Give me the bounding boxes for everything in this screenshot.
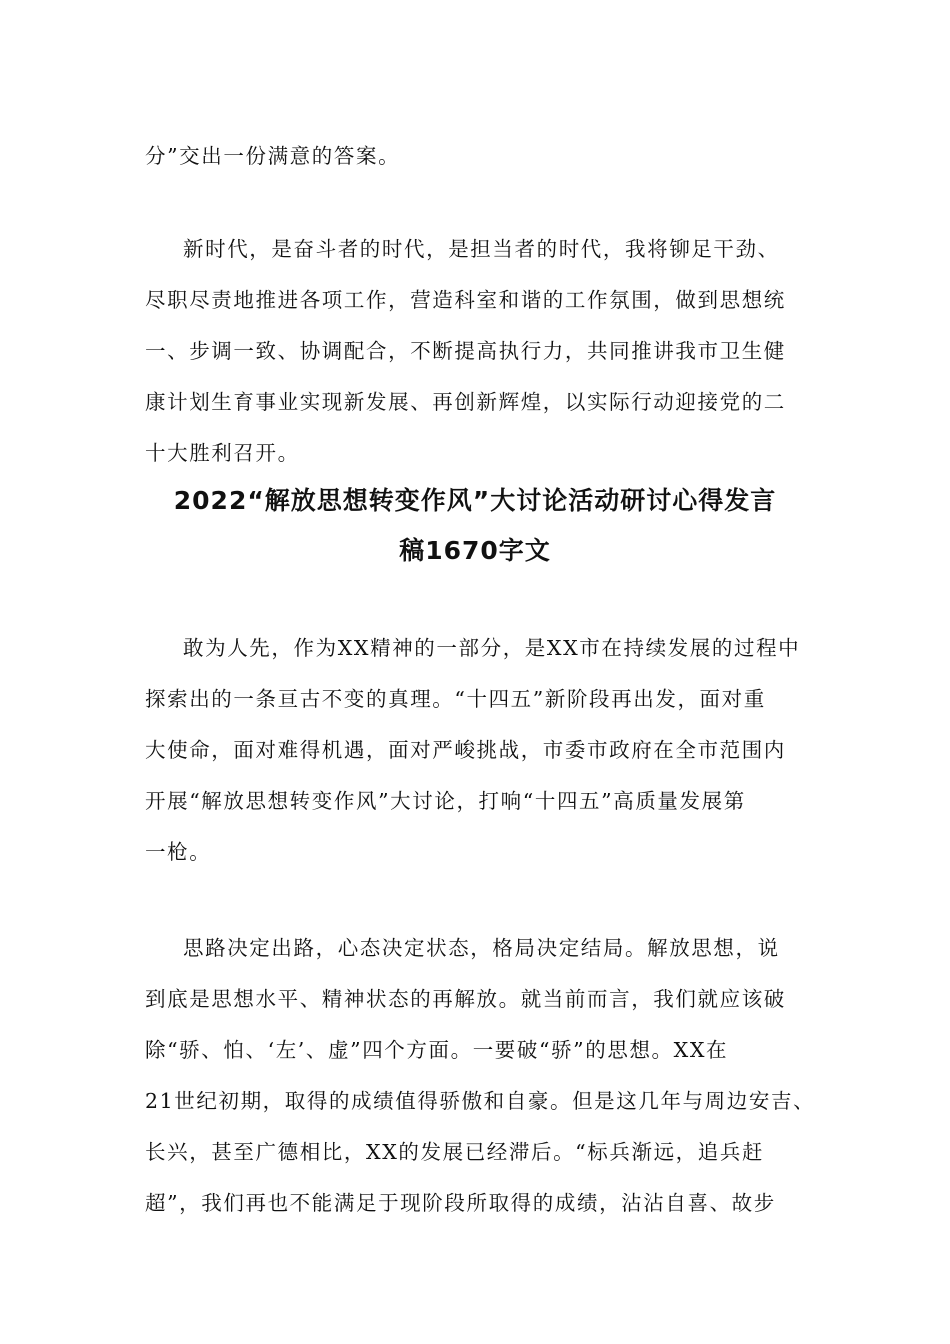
paragraph-line: 长兴，甚至广德相比，XX的发展已经滞后。“标兵渐远，追兵赶 [145,1140,765,1164]
paragraph-line: 十大胜利召开。 [145,441,300,465]
paragraph-line: 除“骄、怕、‘左’、虚”四个方面。一要破“骄”的思想。XX在 [145,1038,729,1062]
paragraph-line: 到底是思想水平、精神状态的再解放。就当前而言，我们就应该破 [145,987,786,1011]
paragraph-line: 21世纪初期，取得的成绩值得骄傲和自豪。但是这几年与周边安吉、 [145,1089,816,1113]
title-line: 稿1670字文 [399,536,551,565]
paragraph-line: 康计划生育事业实现新发展、再创新辉煌，以实际行动迎接党的二 [145,390,786,414]
paragraph-line: 探索出的一条亘古不变的真理。“十四五”新阶段再出发，面对重 [145,687,766,711]
paragraph-line: 敢为人先，作为XX精神的一部分，是XX市在持续发展的过程中 [183,636,801,660]
fragment-line: 分”交出一份满意的答案。 [145,144,401,168]
title-line: 2022“解放思想转变作风”大讨论活动研讨心得发言 [173,486,777,515]
paragraph-line: 大使命，面对难得机遇，面对严峻挑战，市委市政府在全市范围内 [145,738,786,762]
paragraph-line: 新时代，是奋斗者的时代，是担当者的时代，我将铆足干劲、 [183,237,780,261]
paragraph-line: 思路决定出路，心态决定状态，格局决定结局。解放思想，说 [183,936,780,960]
paragraph-line: 一、步调一致、协调配合，不断提高执行力，共同推讲我市卫生健 [145,339,786,363]
paragraph-line: 尽职尽责地推进各项工作，营造科室和谐的工作氛围，做到思想统 [145,288,786,312]
paragraph-line: 超”，我们再也不能满足于现阶段所取得的成绩，沾沾自喜、故步 [145,1191,776,1215]
paragraph-line: 一枪。 [145,840,212,864]
paragraph-line: 开展“解放思想转变作风”大讨论，打响“十四五”高质量发展第 [145,789,746,813]
